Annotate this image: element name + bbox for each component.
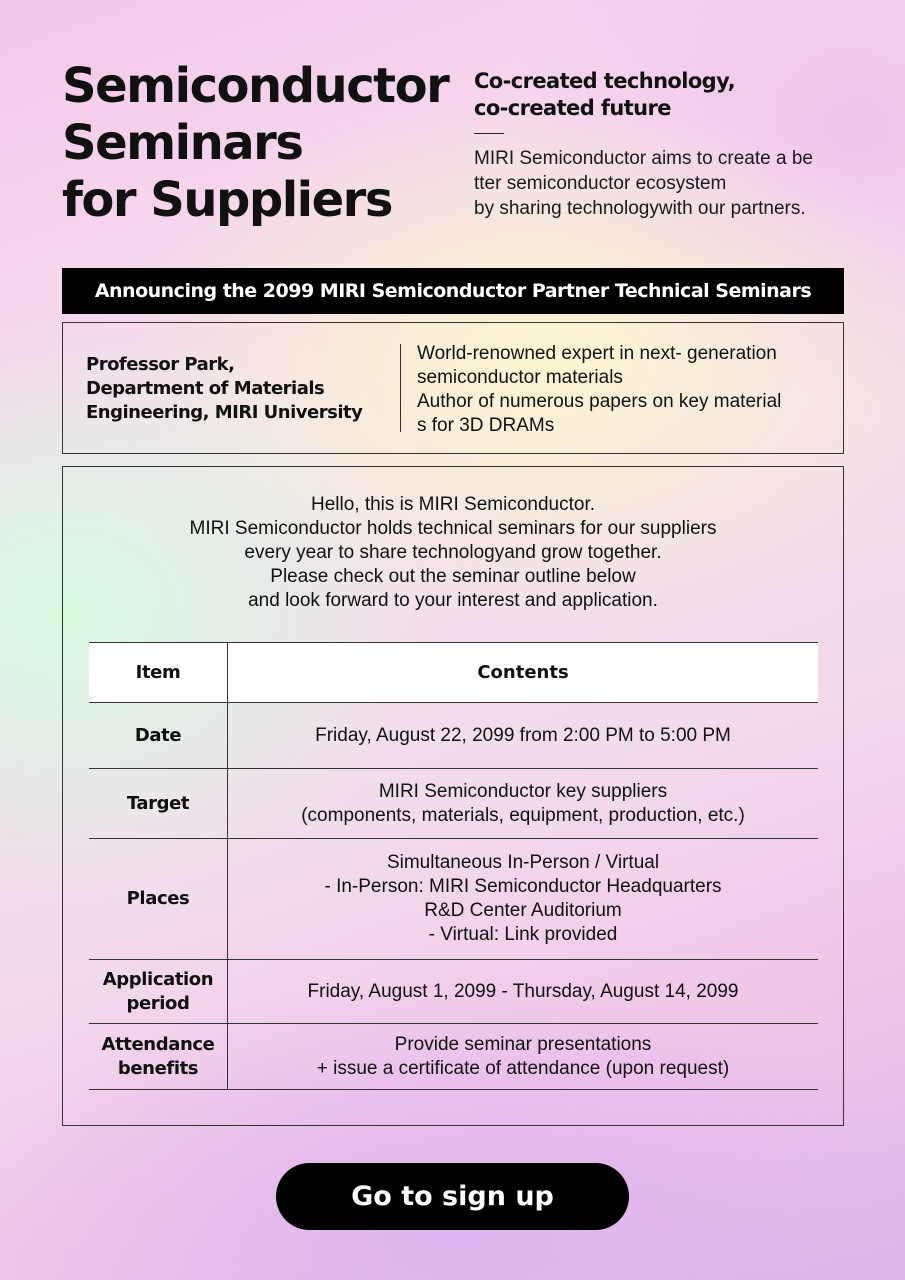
row-content xyxy=(228,769,819,839)
greeting-line: every year to share technologyand grow together. xyxy=(244,542,662,563)
speaker-name-line: Professor Park, xyxy=(86,354,235,375)
row-label-line: period xyxy=(126,992,190,1014)
row-label xyxy=(89,703,228,769)
row-label xyxy=(89,1024,228,1090)
greeting-line: Please check out the seminar outline below xyxy=(270,566,636,587)
intro-heading xyxy=(474,68,874,122)
row-content-line: Simultaneous In-Person / Virtual xyxy=(386,852,660,873)
row-content-line: + issue a certificate of attendance (upon request) xyxy=(316,1057,730,1079)
page-title xyxy=(62,58,462,229)
table-row-date xyxy=(89,703,818,769)
speaker-desc-line: s for 3D DRAMs xyxy=(417,415,555,436)
table-row-attendance-benefits xyxy=(89,1024,818,1090)
greeting-line: Hello, this is MIRI Semiconductor. xyxy=(310,494,596,515)
intro-text xyxy=(474,146,874,221)
row-content-line: - Virtual: Link provided xyxy=(428,924,618,945)
row-label-line: Attendance xyxy=(101,1033,215,1055)
table-header-row xyxy=(89,643,818,703)
speaker-description xyxy=(417,342,832,438)
seminar-outline-table xyxy=(89,642,818,1090)
intro-divider xyxy=(474,133,504,134)
speaker-desc-line: Author of numerous papers on key material xyxy=(417,391,782,412)
row-label-line: Application xyxy=(102,968,214,990)
speaker-name-line: Engineering, MIRI University xyxy=(86,402,363,423)
intro-text-line: MIRI Semiconductor aims to create a be xyxy=(474,148,813,169)
speaker-desc-line: semiconductor materials xyxy=(417,367,623,388)
row-label xyxy=(89,839,228,960)
row-label-line: Date xyxy=(134,724,182,746)
row-content-line: R&D Center Auditorium xyxy=(424,900,622,921)
intro-text-line: by sharing technologywith our partners. xyxy=(474,198,806,219)
row-content xyxy=(228,960,819,1024)
greeting-line: and look forward to your interest and application. xyxy=(248,590,658,611)
header-item: Item xyxy=(89,643,228,703)
row-label-line: Places xyxy=(126,888,190,909)
intro-text-line: tter semiconductor ecosystem xyxy=(474,173,727,194)
speaker-name-line: Department of Materials xyxy=(86,378,325,399)
row-label-line: benefits xyxy=(117,1057,199,1079)
row-content-line: MIRI Semiconductor key suppliers xyxy=(378,780,668,802)
title-line: Semiconductor xyxy=(62,58,449,114)
row-content-line: - In-Person: MIRI Semiconductor Headquarters xyxy=(324,876,722,897)
speaker-divider xyxy=(400,344,401,432)
sign-up-button[interactable]: Go to sign up xyxy=(276,1163,629,1230)
speaker-box xyxy=(62,322,844,454)
row-content xyxy=(228,839,819,960)
title-line: for Suppliers xyxy=(62,172,392,228)
greeting-line: MIRI Semiconductor holds technical seminars for our suppliers xyxy=(189,518,717,539)
seminar-details-box xyxy=(62,466,844,1126)
row-content-line: Friday, August 1, 2099 - Thursday, August 14, 2099 xyxy=(307,980,739,1002)
header-contents: Contents xyxy=(228,643,819,703)
row-content xyxy=(228,703,819,769)
row-label-line: Target xyxy=(126,792,190,814)
greeting-message xyxy=(63,493,843,613)
table-row-places xyxy=(89,839,818,960)
row-label xyxy=(89,769,228,839)
title-line: Seminars xyxy=(62,115,303,171)
speaker-name xyxy=(86,353,396,425)
announcement-banner: Announcing the 2099 MIRI Semiconductor Partner Technical Seminars xyxy=(62,268,844,314)
intro-heading-line: Co-created technology, xyxy=(474,69,735,93)
row-label xyxy=(89,960,228,1024)
table-row-target xyxy=(89,769,818,839)
row-content-line: Provide seminar presentations xyxy=(394,1033,652,1055)
speaker-desc-line: World-renowned expert in next- generation xyxy=(417,343,777,364)
intro-section xyxy=(474,68,874,221)
row-content-line: (components, materials, equipment, production, etc.) xyxy=(301,804,745,826)
row-content-line: Friday, August 22, 2099 from 2:00 PM to 5:00 PM xyxy=(315,724,731,746)
table-row-application-period xyxy=(89,960,818,1024)
intro-heading-line: co-created future xyxy=(474,96,671,120)
row-content xyxy=(228,1024,819,1090)
